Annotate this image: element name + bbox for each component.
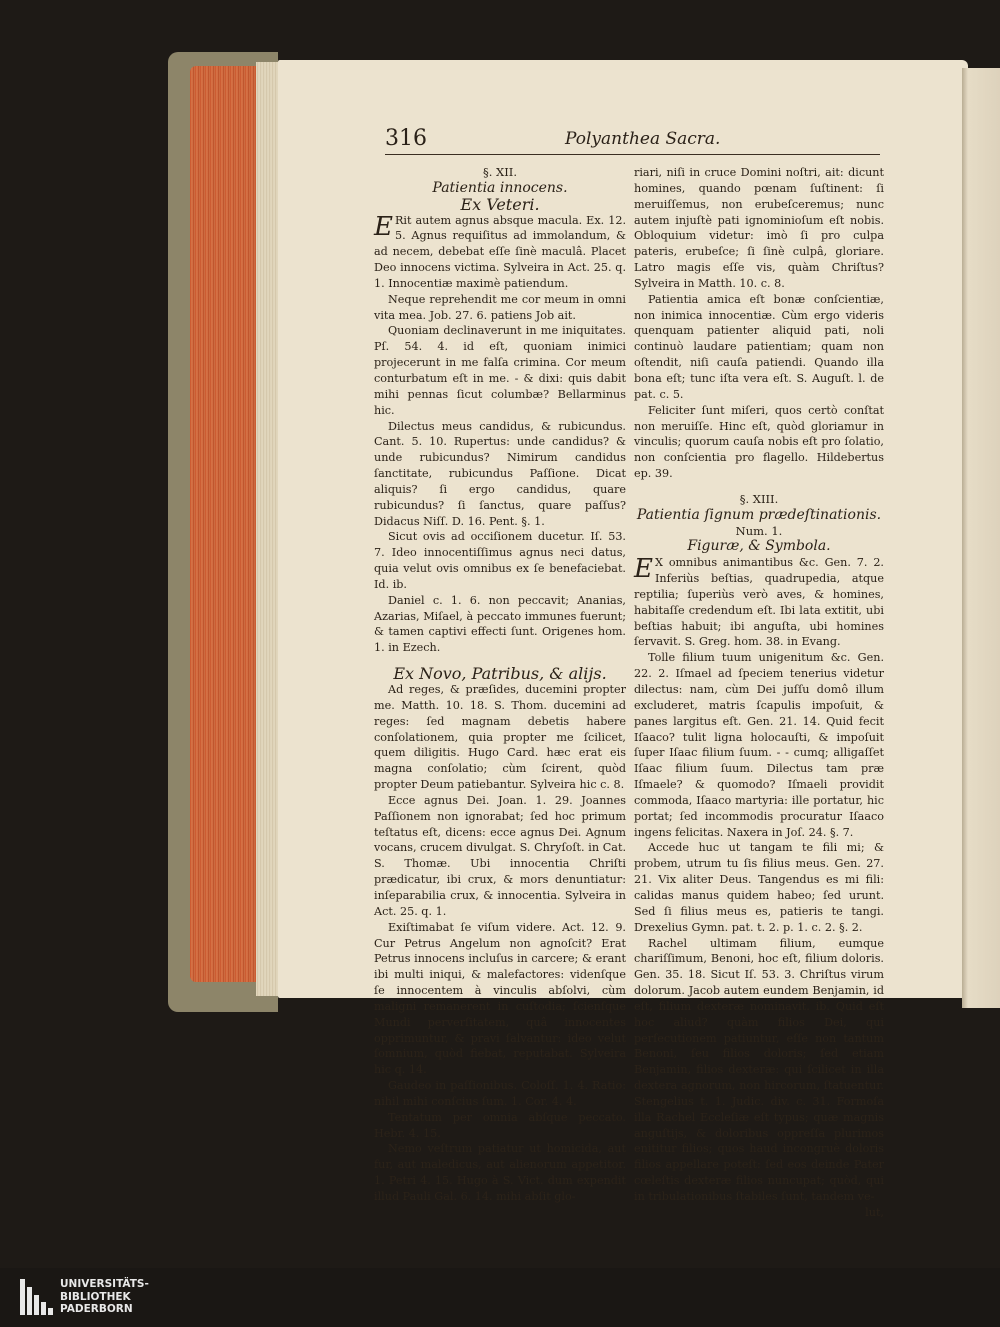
paragraph: Exiſtimabat ſe viſum videre. Act. 12. 9. Cur Petrus Angelum non agnoſcit? Erat Petrus innocens incluſus in carcere; & erant ibi multi iniqui, & malefactores: videnſque ſe innocentem à vinculis abſolvi, cùm maligni remanerent in cuſtodia; ſcienſque Mundi perverſitatem, quâ innocentes opprimuntur, & pravi ſalvantur: ideo velut ſomnium, quòd fiebat, reputabat. Sylveira hic q. 14.: [374, 920, 626, 1077]
paragraph: Sicut ovis ad occiſionem ducetur. Iſ. 53. 7. Ideo innocentiſſimus agnus neci datus, quia velut ovis omnibus ex ſe benefaciebat. Id. ib.: [374, 530, 626, 591]
paragraph: E X omnibus animantibus &c. Gen. 7. 2. Inferiùs beſtias, quadrupedia, atque reptilia; ſuperiùs verò aves, & homines, habitaſſe credendum eſt. Ibi lata extitit, ubi beſtias habuit; ibi anguſta, ubi homines ſervavit. S. Greg. hom. 38. in Evang.: [634, 554, 884, 649]
paragraph: Tolle filium tuum unigenitum &c. Gen. 22. 2. Iſmael ad ſpeciem tenerius videtur dilectus: nam, cùm Dei juſſu domô illum excluderet, matris ſcapulis impoſuit, & panes largitus eſt. Gen. 21. 14. Quid fecit Iſaaco? tulit ligna holocauſti, & impoſuit ſuper Iſaac filium ſuum. - - cumq; alligaſſet Iſaac filium ſuum. Dilectus tam præ Iſmaele? & quomodo? Iſmaeli providit commoda, Iſaaco martyria: ille portatur, hic portat; ſed incommodis procuratur Iſaaco ingens felicitas. Naxera in Joſ. 24. §. 7.: [634, 651, 884, 839]
section-mark: §. XIII.: [739, 491, 779, 506]
drop-letter: E: [634, 554, 653, 585]
logo-text: [60, 1278, 149, 1316]
paragraph: Nemo veſtrum patiatur ut homicida, aut fur, aut maledicus, aut alienorum appetitor. 1. Petri 4. 15. Hugo à S. Vict. dum expendit illud Pauli Gal. 6. 14. mihi abſit glo-: [374, 1142, 626, 1203]
page-number: 316: [385, 126, 427, 151]
running-title: Polyanthea Sacra.: [565, 129, 721, 149]
catchword: lut,: [865, 1205, 884, 1219]
library-logo: [20, 1276, 280, 1321]
page-header: [385, 126, 880, 160]
header-rule: [385, 154, 880, 155]
logo-line: BIBLIOTHEK: [60, 1290, 131, 1303]
paragraph: Gaudeo in paſſionibus. Coloſſ. 1. 4. Ratio: nihil mihi conſcius ſum. 1. Cor. 4. 4.: [374, 1079, 626, 1108]
paragraph: Ad reges, & præſides, ducemini propter me. Matth. 10. 18. S. Thom. ducemini ad reges: ſed magnam debetis habere conſolationem, quia propter me ſcilicet, quem diligitis. Hugo Card. hæc erat eis magna conſolatio; cùm ſcirent, quòd propter Deum patiebantur. Sylveira hic c. 8.: [374, 683, 626, 792]
logo-line: PADERBORN: [60, 1303, 133, 1315]
logo-line: UNIVERSITÄTS-: [60, 1278, 149, 1290]
left-column: [374, 165, 626, 1205]
section-title: Patientia ſignum prædeſtinationis.: [636, 506, 882, 523]
paragraph: Neque reprehendit me cor meum in omni vita mea. Job. 27. 6. patiens Job ait.: [374, 292, 626, 322]
section-heading: Ex Novo, Patribus, & alijs.: [393, 664, 607, 684]
paragraph: Ecce agnus Dei. Joan. 1. 29. Joannes Paſſionem non ignorabat; ſed hoc primum teſtatus eſt, dicens: ecce agnus Dei. Agnum vocans, crucem divulgat. S. Chryſoſt. in Cat. S. Thomæ. Ubi innocentia Chriſti prædicatur, ibi crux, & mors denuntiatur: inſeparabilia crux, & innocentia. Sylveira in Act. 25. q. 1.: [374, 793, 626, 918]
right-column: [634, 165, 884, 1221]
sub-title: Ex Veteri.: [460, 194, 540, 214]
drop-letter: E: [374, 211, 393, 242]
sub-title: Figuræ, & Symbola.: [687, 538, 831, 555]
paragraph: Dilectus meus candidus, & rubicundus. Cant. 5. 10. Rupertus: unde candidus? & unde rubicundus? Nimirum candidus ſanctitate, rubicundus Paſſione. Dicat aliquis? ſi ergo candidus, quare rubicundus? ſi ſanctus, quare paſſus? Didacus Niſſ. D. 16. Pent. §. 1.: [374, 419, 626, 528]
facing-page-edge: [962, 68, 1000, 1008]
section-mark: §. XII.: [483, 165, 517, 179]
section-title: Patientia innocens.: [432, 179, 568, 196]
paragraph: Feliciter ſunt miſeri, quos certò conſtat non meruiſſe. Hinc eſt, quòd gloriamur in vinculis; quorum cauſa nobis eſt pro ſolatio, non conſcientia pro flagello. Hildebertus ep. 39.: [634, 403, 884, 481]
logo-bars-icon: [20, 1279, 54, 1315]
paragraph: Daniel c. 1. 6. non peccavit; Ananias, Azarias, Miſael, à peccato immunes fuerunt; & tamen captivi effecti ſunt. Origenes hom. 1. in Ezech.: [374, 593, 626, 655]
paragraph: Rachel ultimam filium, eumque chariſſimum, Benoni, hoc eſt, filium doloris. Gen. 35. 18. Sicut Iſ. 53. 3. Chriſtus virum dolorum. Jacob autem eundem Benjamin, id eſt, filium dexteræ nominavit. ib. Quid eſt hoc aliud? quàm filios Dei, qui perſecutionem patiuntur, eſſe non tantum Benoni, ſeu filios doloris; ſed etiam Benjamin, filios dexteræ: qui ſcilicet in illa dextera agnorum, non hircorum, ſtatuentur. Stengelius t. 1. Judic. div. c. 31. Formoſa illa Rachel Eccleſiæ eſt typus; quæ magnis anguſtijs, & doloribus oppreſſa plurimos enititur filios; quos haud incongruè doloris filios appellare poteſt: ſed eos deinde Pater cœleſtis dexteræ filios nuncupat; quòd, qui in tribulationibus ſtabiles ſunt, tandem ve-: [634, 936, 884, 1203]
paragraph: riari, niſi in cruce Domini noſtri, ait: dicunt homines, quando pœnam ſuſtinent: ſi meruiſſemus, non erubeſceremus; nunc autem injuſtè pati ignominioſum eſt nobis. Obloquium videtur: imò ſi pro culpa pateris, erubeſce; ſi ſinè culpâ, gloriare. Latro magis eſſe vis, quàm Chriſtus? Sylveira in Matth. 10. c. 8.: [634, 166, 884, 290]
paragraph: Tentatum per omnia abſque peccato. Hebr. 4. 15.: [374, 1110, 626, 1140]
paragraph: Quoniam declinaverunt in me iniquitates. Pſ. 54. 4. id eſt, quoniam inimici projecerunt in me falſa crimina. Cor meum conturbatum eſt in me. - & dixi: quis dabit mihi pennas ſicut columbæ? Bellarminus hic.: [374, 324, 626, 417]
paragraph: Accede huc ut tangam te fili mi; & probem, utrum tu ſis filius meus. Gen. 27. 21. Vix aliter Deus. Tangendus es mi fili: calidas manus quidem habeo; ſed urunt. Sed ſi filius meus es, patieris te tangi. Drexelius Gymn. pat. t. 2. p. 1. c. 2. §. 2.: [634, 841, 884, 934]
paragraph: E Rit autem agnus absque macula. Ex. 12. 5. Agnus requiſitus ad immolandum, & ad necem, debebat eſſe ſinè maculâ. Placet Deo innocens victima. Sylveira in Act. 25. q. 1. Innocentiæ maximè patiendum.: [374, 211, 626, 290]
page-edges: [190, 66, 258, 982]
paragraph: Patientia amica eſt bonæ conſcientiæ, non inimica innocentiæ. Cùm ergo videris quenquam patienter aliquid pati, noli continuò laudare patientiam; quam non oſtendit, niſi cauſa patiendi. Quando illa bona eſt; tunc iſta vera eſt. S. Auguſt. l. de pat. c. 5.: [634, 292, 884, 401]
number-mark: Num. 1.: [735, 523, 783, 538]
